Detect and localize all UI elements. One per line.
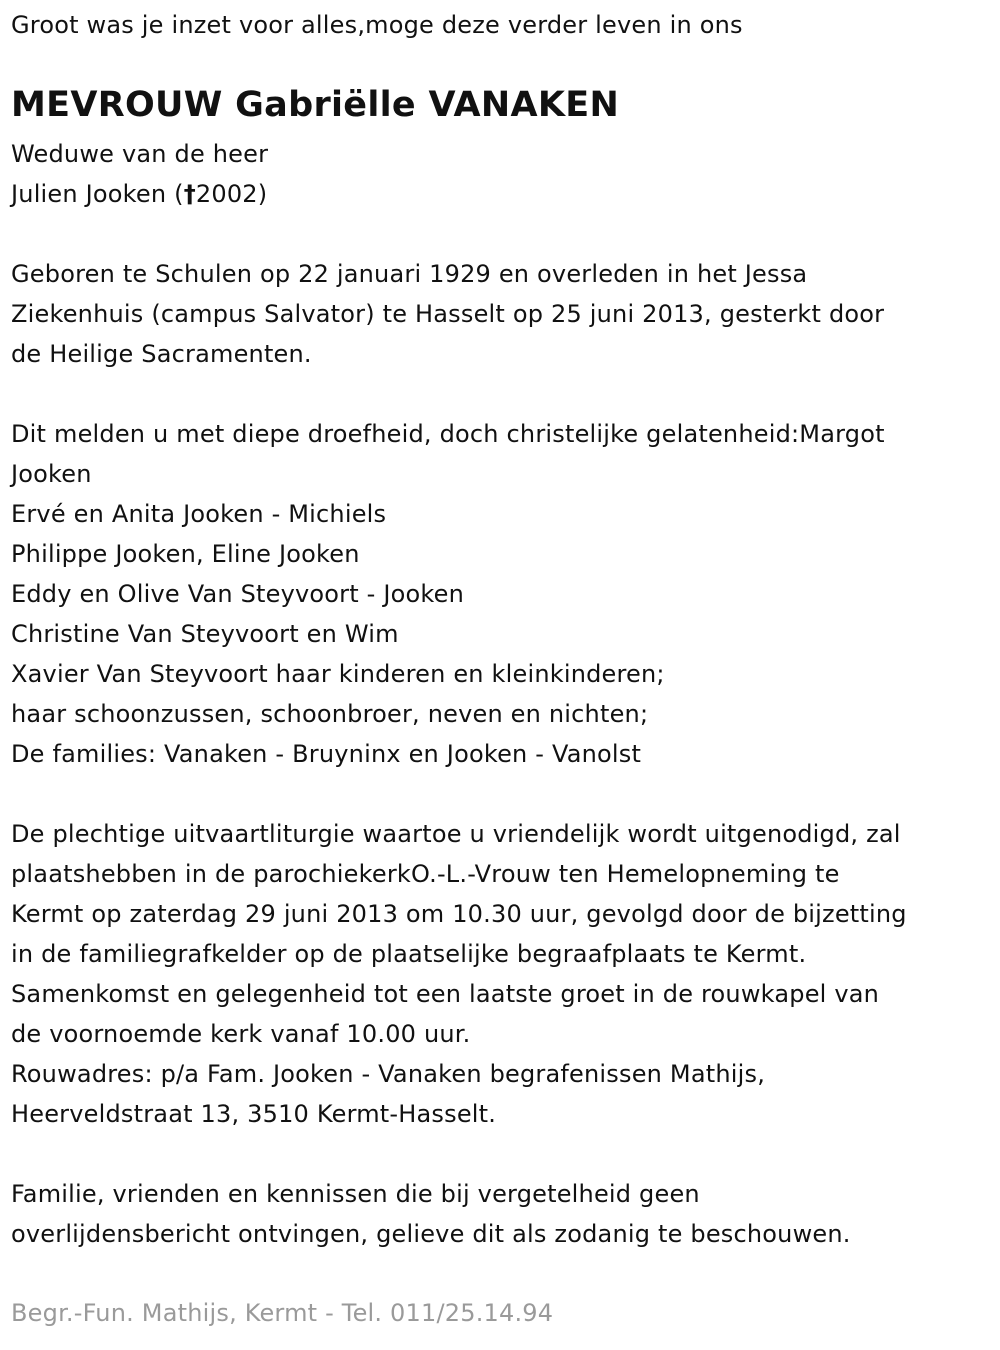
mourners-line: haar schoonzussen, schoonbroer, neven en nichten; (11, 700, 649, 728)
mourners-line: Jooken (11, 460, 92, 488)
mourners-line: Philippe Jooken, Eline Jooken (11, 540, 360, 568)
footer-funeral-home: Begr.-Fun. Mathijs, Kermt - Tel. 011/25.14.94 (11, 1299, 554, 1327)
funeral-line: de voornoemde kerk vanaf 10.00 uur. (11, 1020, 471, 1048)
cross-icon: † (183, 180, 196, 208)
birth-death-line: de Heilige Sacramenten. (11, 340, 312, 368)
birth-death-line: Geboren te Schulen op 22 januari 1929 en overleden in het Jessa (11, 260, 808, 288)
mourners-line: Christine Van Steyvoort en Wim (11, 620, 399, 648)
funeral-line: De plechtige uitvaartliturgie waartoe u vriendelijk wordt uitgenodigd, zal (11, 820, 901, 848)
spouse-name-line (11, 174, 267, 214)
mourners-line: Eddy en Olive Van Steyvoort - Jooken (11, 580, 465, 608)
birth-death-line: Ziekenhuis (campus Salvator) te Hasselt op 25 juni 2013, gesterkt door (11, 300, 885, 328)
spouse-death-year: 2002) (195, 180, 268, 208)
mourners-line: Xavier Van Steyvoort haar kinderen en kleinkinderen; (11, 660, 665, 688)
motto: Groot was je inzet voor alles,moge deze verder leven in ons (11, 11, 743, 39)
funeral-line: Kermt op zaterdag 29 juni 2013 om 10.30 uur, gevolgd door de bijzetting (11, 900, 907, 928)
funeral-line: Heerveldstraat 13, 3510 Kermt-Hasselt. (11, 1100, 497, 1128)
funeral-line: Samenkomst en gelegenheid tot een laatste groet in de rouwkapel van (11, 980, 880, 1008)
deceased-name: MEVROUW Gabriëlle VANAKEN (11, 85, 620, 125)
spouse-intro: Weduwe van de heer (11, 140, 269, 168)
closing-line: overlijdensbericht ontvingen, gelieve dit als zodanig te beschouwen. (11, 1220, 851, 1248)
funeral-line: Rouwadres: p/a Fam. Jooken - Vanaken begrafenissen Mathijs, (11, 1060, 766, 1088)
funeral-line: plaatshebben in de parochiekerkO.-L.-Vrouw ten Hemelopneming te (11, 860, 840, 888)
mourners-line: Ervé en Anita Jooken - Michiels (11, 500, 387, 528)
closing-line: Familie, vrienden en kennissen die bij vergetelheid geen (11, 1180, 700, 1208)
mourners-line: De families: Vanaken - Bruyninx en Jooken - Vanolst (11, 740, 642, 768)
mourners-line: Dit melden u met diepe droefheid, doch christelijke gelatenheid:Margot (11, 420, 885, 448)
funeral-line: in de familiegrafkelder op de plaatselijke begraafplaats te Kermt. (11, 940, 807, 968)
spouse-name: Julien Jooken ( (11, 180, 184, 208)
